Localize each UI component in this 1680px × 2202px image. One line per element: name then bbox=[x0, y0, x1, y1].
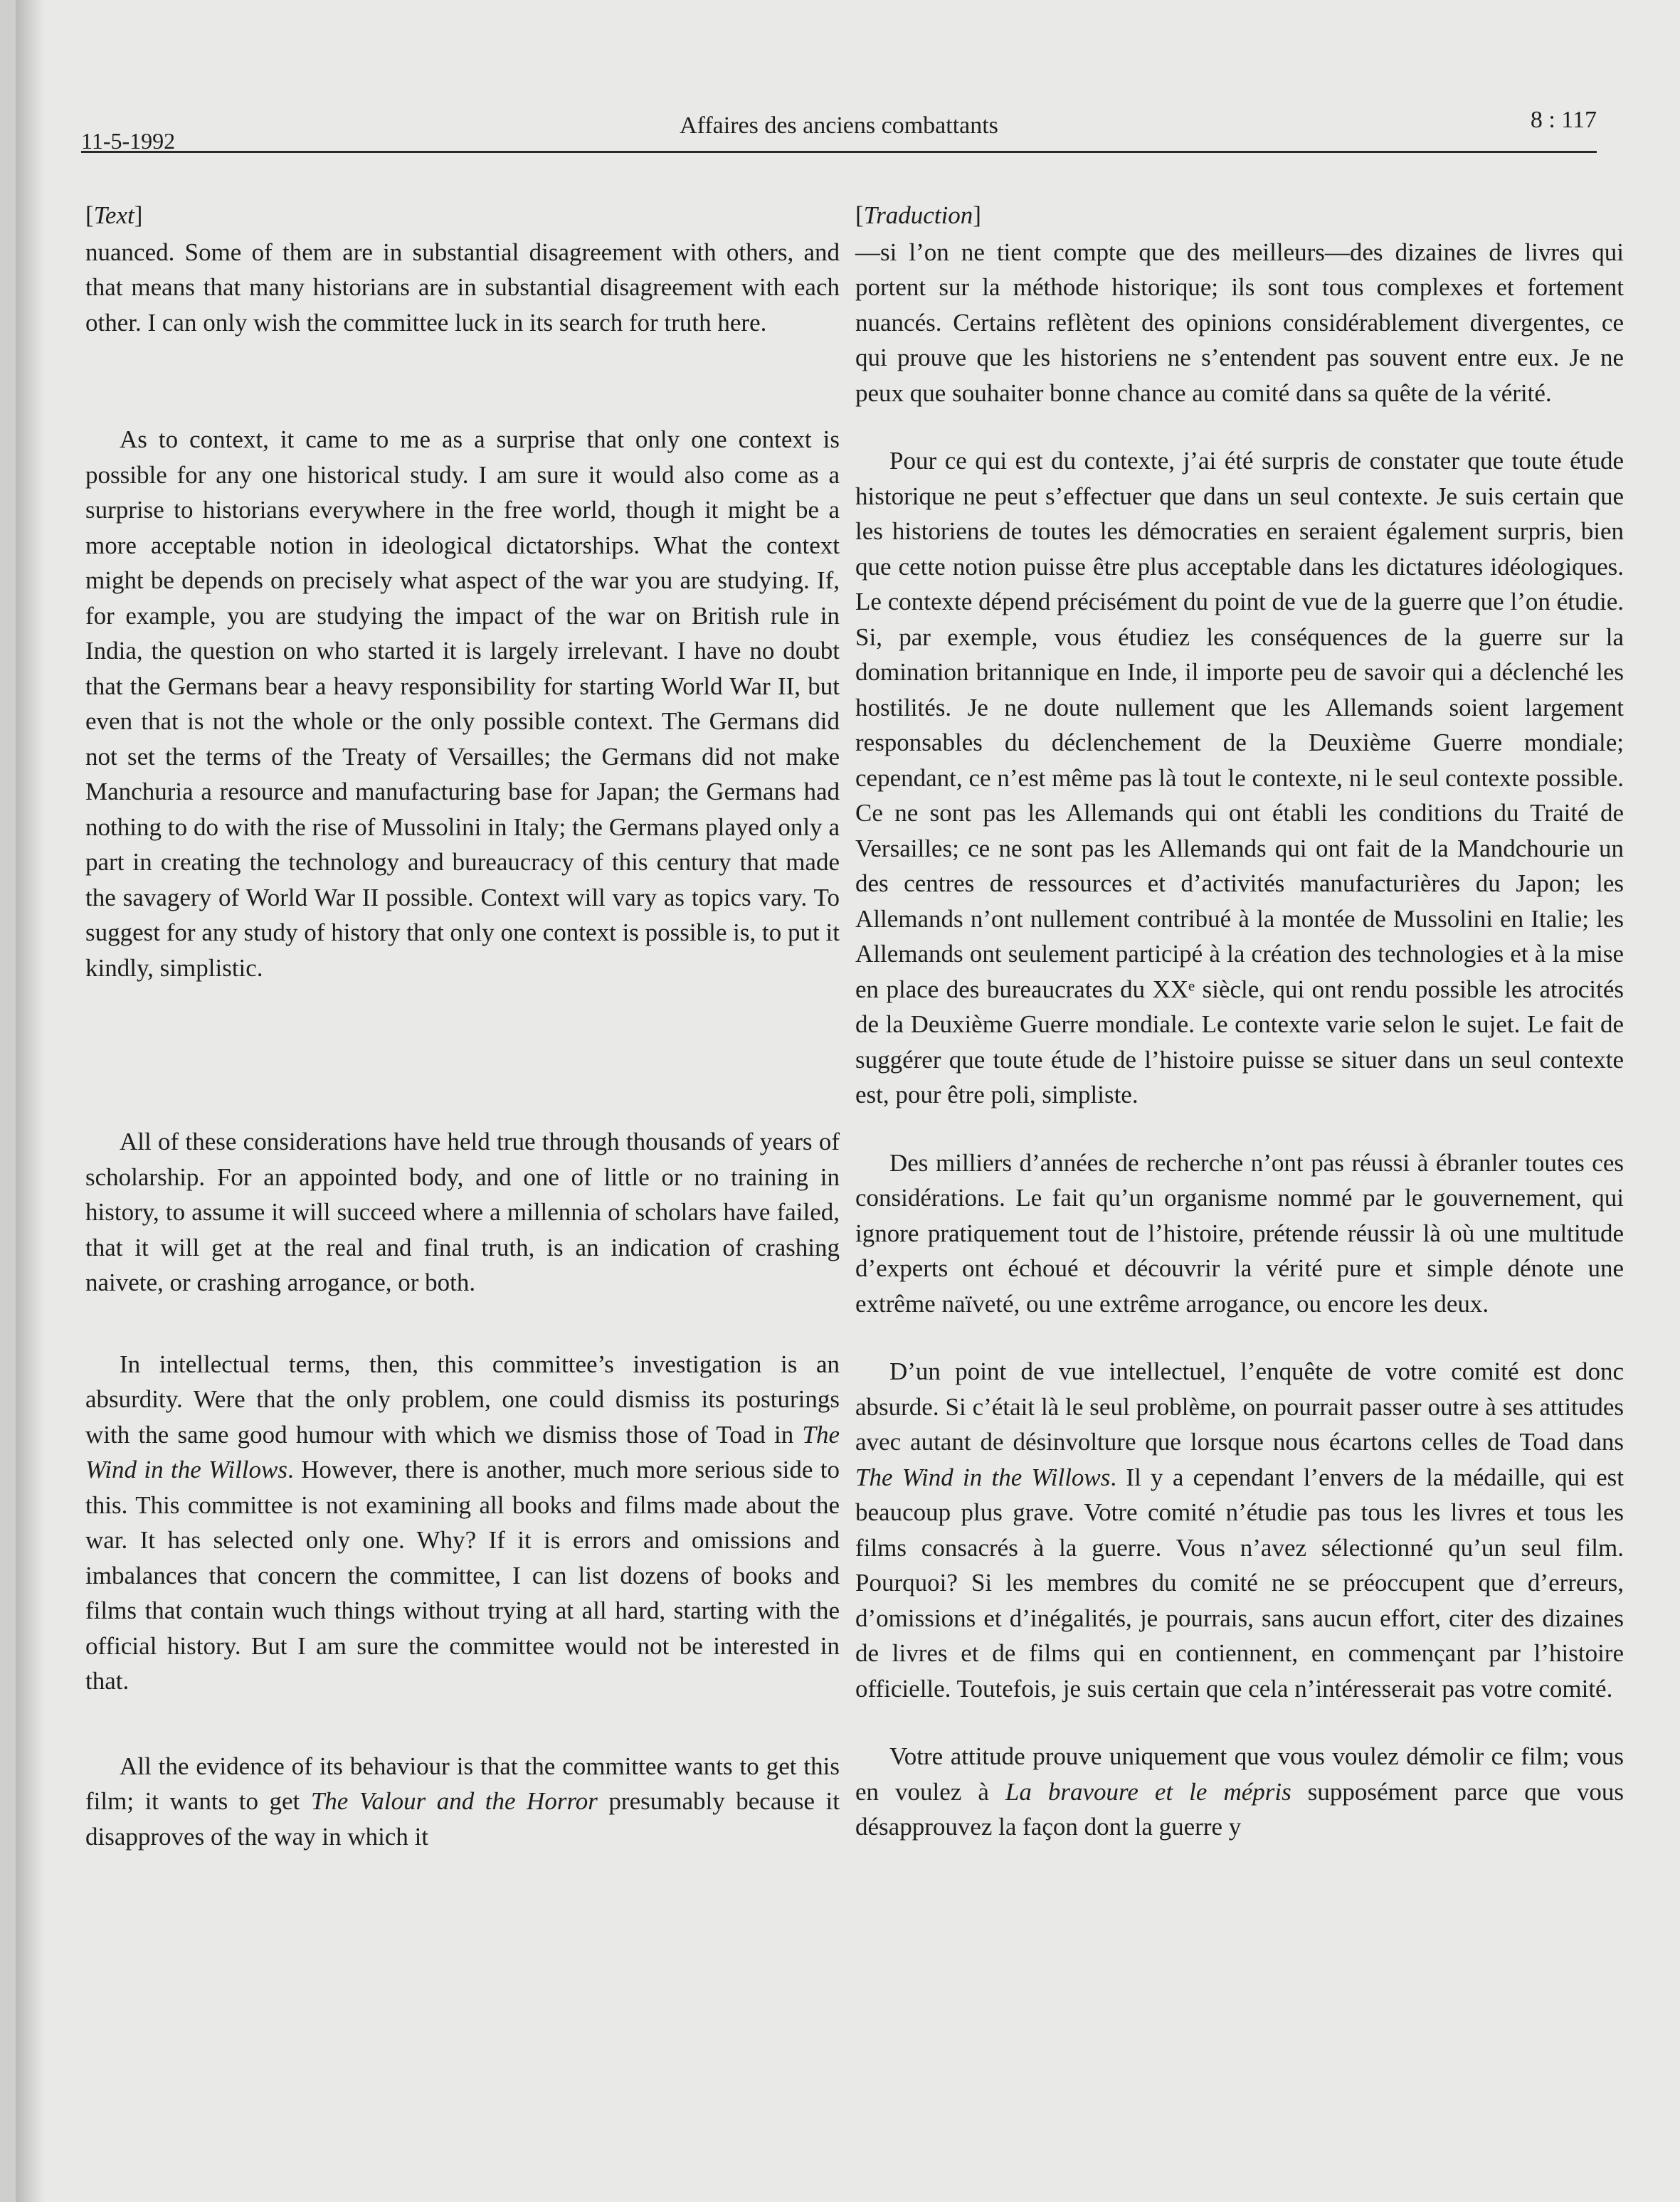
paragraph: Pour ce qui est du contexte, j’ai été surpris de constater que toute étude historique ne peut s’effectuer que dans un seul contexte. Je suis certain que les historiens de toutes les démocraties en seraient également surpris, bien que cette notion puisse être plus acceptable dans les dictatures idéologiques. Le contexte dépend précisément du point de vue de la guerre que l’on étudie. Si, par exemple, vous étudiez les conséquences de la guerre sur la domination britannique en Inde, il importe peu de savoir qui a déclenché les hostilités. Je ne doute nullement que les Allemands soient largement responsables du déclenchement de la Deuxième Guerre mondiale; cependant, ce n’est même pas là tout le contexte, ni le seul contexte possible. Ce ne sont pas les Allemands qui ont établi les conditions du Traité de Versailles; ce ne sont pas les Allemands qui ont fait de la Mandchourie un des centres de ressources et d’activités manufacturières du Japon; les Allemands n’ont nullement contribué à la montée de Mussolini en Italie; les Allemands ont seulement participé à la création des technologies et à la mise en place des bureaucrates du XXᵉ siècle, qui ont rendu possible les atrocités de la Deuxième Guerre mondiale. Le contexte varie selon le sujet. Le fait de suggérer que toute étude de l’histoire puisse se situer dans un seul contexte est, pour être poli, simpliste. bbox=[855, 447, 1624, 1108]
paragraph: Des milliers d’années de recherche n’ont pas réussi à ébranler toutes ces considérations. Le fait qu’un organisme nommé par le gouvernement, qui ignore pratiquement tout de l’histoire, prétende réussir là où une multitude d’experts ont échoué et découvrir la vérité pure et simple dénote une extrême naïveté, ou une extrême arrogance, ou encore les deux. bbox=[855, 1148, 1624, 1318]
binding-shadow bbox=[16, 0, 44, 2202]
paragraph: —si l’on ne tient compte que des meilleurs—des dizaines de livres qui portent sur la méthode historique; ils sont tous complexes et fortement nuancés. Certains reflètent des opinions considérablement divergentes, ce qui prouve que les historiens ne s’entendent pas souvent entre eux. Je ne peux que souhaiter bonne chance au comité dans sa quête de la vérité. bbox=[855, 238, 1624, 407]
paragraph: All of these considerations have held true through thousands of years of scholarship. For an appointed body, and one of little or no training in history, to assume it will succeed where a millennia of scholars have failed, that it will get at the real and final truth, is an indication of crashing naivete, or crashing arrogance, or both. bbox=[85, 1128, 840, 1296]
paragraph: As to context, it came to me as a surprise that only one context is possible for any one historical study. I am sure it would also come as a surprise to historians everywhere in the free world, though it might be a more acceptable notion in ideological dictatorships. What the context might be depends on precisely what aspect of the war you are studying. If, for example, you are studying the impact of the war on British rule in India, the question on who started it is largely irrelevant. I have no doubt that the Germans bear a heavy responsibility for starting World War II, but even that is not the whole or the only possible context. The Germans did not set the terms of the Treaty of Versailles; the Germans did not make Manchuria a resource and manufacturing base for Japan; the Germans had nothing to do with the rise of Mussolini in Italy; the Germans played only a part in creating the technology and bureaucracy of this century that made the savagery of World War II possible. Context will vary as topics vary. To suggest for any study of history that only one context is possible is, to put it kindly, simplistic. bbox=[85, 425, 840, 982]
running-header bbox=[81, 107, 1597, 157]
book-title: The Wind in the Willows bbox=[855, 1463, 1111, 1491]
document-page bbox=[16, 0, 1680, 2202]
paragraph: All the evidence of its behaviour is that the committee wants to get this film; it wants to get The Valour and the Horror presumably because it disapproves of the way in which it bbox=[85, 1752, 840, 1851]
text-label: [Text] bbox=[85, 201, 143, 229]
traduction-label: [Traduction] bbox=[855, 201, 981, 229]
paragraph: Votre attitude prouve uniquement que vous voulez démolir ce film; vous en voulez à La bravoure et le mépris supposément parce que vous désapprouvez la façon dont la guerre y bbox=[855, 1742, 1624, 1841]
paragraph: In intellectual terms, then, this committee’s investigation is an absurdity. Were that the only problem, one could dismiss its posturings with the same good humour with which we dismiss those of Toad in The Wind in the Willows. However, there is another, much more serious side to this. This committee is not examining all books and films made about the war. It has selected only one. Why? If it is errors and omissions and imbalances that concern the committee, I can list dozens of books and films that contain wuch things without trying at all hard, starting with the official history. But I am sure the committee would not be interested in that. bbox=[85, 1350, 840, 1695]
book-title: The Wind in the Willows bbox=[85, 1420, 840, 1483]
paragraph: nuanced. Some of them are in substantial disagreement with others, and that means that many historians are in substantial disagreement with each other. I can only wish the committee luck in its search for truth here. bbox=[85, 238, 840, 337]
english-column bbox=[85, 198, 840, 1854]
french-column bbox=[855, 198, 1624, 1845]
header-page-number: 8 : 117 bbox=[1530, 107, 1597, 133]
header-title: Affaires des anciens combattants bbox=[680, 112, 998, 139]
paragraph: D’un point de vue intellectuel, l’enquête de votre comité est donc absurde. Si c’était là le seul problème, on pourrait passer outre à ses attitudes avec autant de désinvolture que lorsque nous écartons celles de Toad dans The Wind in the Willows. Il y a cependant l’envers de la médaille, qui est beaucoup plus grave. Votre comité n’étudie pas tous les livres et tous les films consacrés à la guerre. Vous n’avez sélectionné qu’un seul film. Pourquoi? Si les membres du comité ne se préoccupent que d’erreurs, d’omissions et d’inégalités, je pourrais, sans aucun effort, citer des dizaines de livres et de films qui en contiennent, en commençant par l’histoire officielle. Toutefois, je suis certain que cela n’intéresserait pas votre comité. bbox=[855, 1357, 1624, 1703]
film-title: La bravoure et le mépris bbox=[1005, 1777, 1291, 1806]
header-rule bbox=[81, 151, 1597, 153]
film-title: The Valour and the Horror bbox=[310, 1787, 598, 1815]
header-date: 11-5-1992 bbox=[81, 128, 176, 154]
